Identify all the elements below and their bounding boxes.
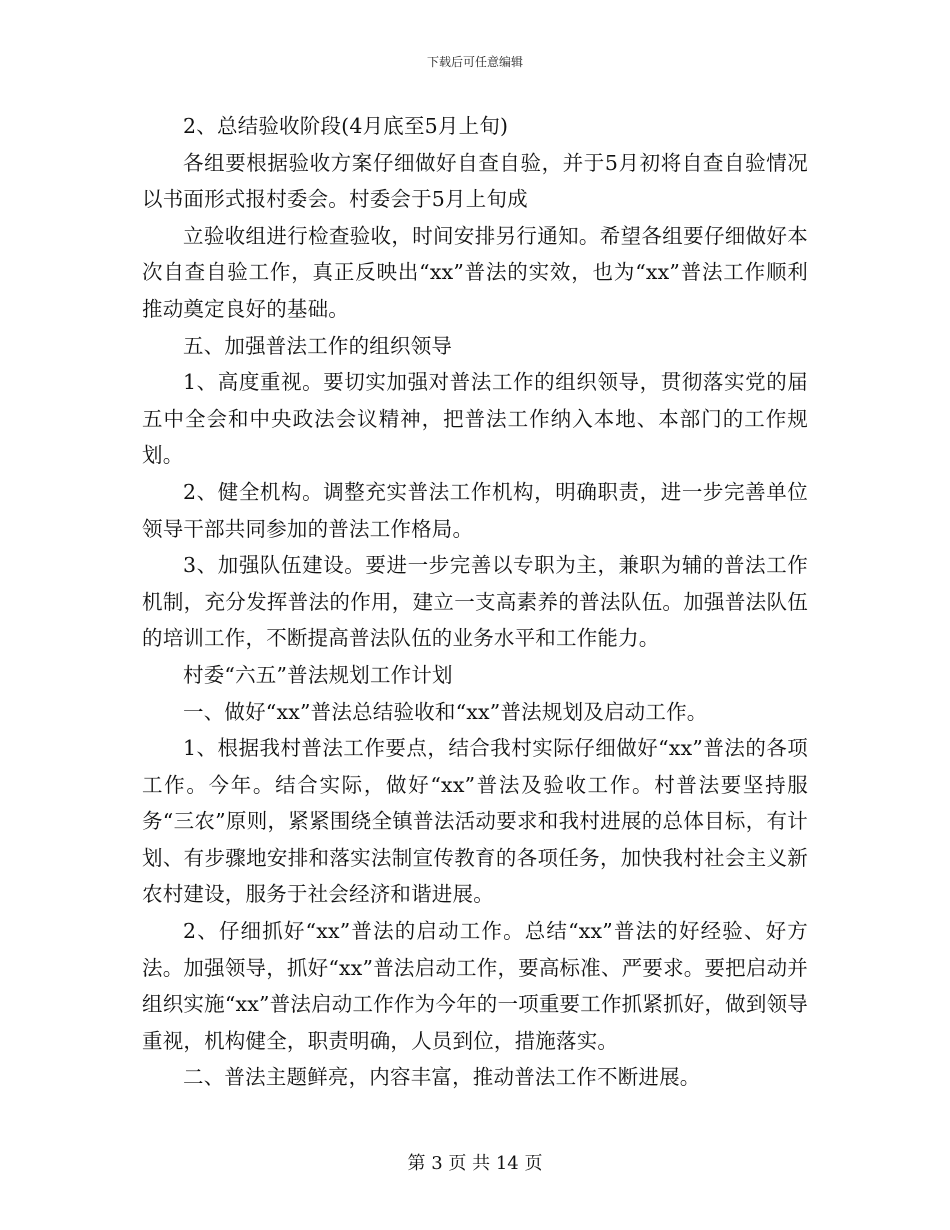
paragraph-3: 立验收组进行检查验收，时间安排另行通知。希望各组要仔细做好本次自查自验工作，真正反映出“xx”普法的实效，也为“xx”普法工作顺利推动奠定良好的基础。 bbox=[142, 223, 808, 321]
paragraph-8: 2、仔细抓好“xx”普法的启动工作。总结“xx”普法的好经验、好方法。加强领导，抓好“xx”普法启动工作，要高标准、严要求。要把启动并组织实施“xx”普法启动工作作为今年的一项重要工作抓紧抓好，做到领导重视，机构健全，职责明确，人员到位，措施落实。 bbox=[142, 919, 808, 1053]
paragraph-5: 2、健全机构。调整充实普法工作机构，明确职责，进一步完善单位领导干部共同参加的普法工作格局。 bbox=[142, 479, 808, 541]
page-header-note: 下载后可任意编辑 bbox=[426, 55, 523, 69]
paragraph-7: 1、根据我村普法工作要点，结合我村实际仔细做好“xx”普法的各项工作。今年。结合实际，做好“xx”普法及验收工作。村普法要坚持服务“三农”原则，紧紧围绕全镇普法活动要求和我村进展的总体目标，有计划、有步骤地安排和落实法制宣传教育的各项任务，加快我村社会主义新农村建设，服务于社会经济和谐进展。 bbox=[142, 736, 808, 907]
paragraph-6: 3、加强队伍建设。要进一步完善以专职为主，兼职为辅的普法工作机制，充分发挥普法的作用，建立一支高素养的普法队伍。加强普法队伍的培训工作，不断提高普法队伍的业务水平和工作能力。 bbox=[142, 553, 808, 651]
document-subtitle: 村委“六五”普法规划工作计划 bbox=[183, 662, 453, 687]
paragraph-1: 2、总结验收阶段(4月底至5月上旬) bbox=[183, 114, 509, 138]
section-heading-2: 二、普法主题鲜亮，内容丰富，推动普法工作不断进展。 bbox=[183, 1065, 701, 1090]
page-footer-number: 第 3 页 共 14 页 bbox=[407, 1153, 543, 1174]
document-body bbox=[142, 108, 808, 1096]
paragraph-4: 1、高度重视。要切实加强对普法工作的组织领导，贯彻落实党的届五中全会和中央政法会议精神，把普法工作纳入本地、本部门的工作规划。 bbox=[142, 370, 808, 468]
paragraph-2: 各组要根据验收方案仔细做好自查自验，并于5月初将自查自验情况以书面形式报村委会。村委会于5月上旬成 bbox=[142, 150, 808, 212]
section-heading-5: 五、加强普法工作的组织领导 bbox=[183, 333, 453, 358]
section-heading-1: 一、做好“xx”普法总结验收和“xx”普法规划及启动工作。 bbox=[183, 699, 708, 724]
